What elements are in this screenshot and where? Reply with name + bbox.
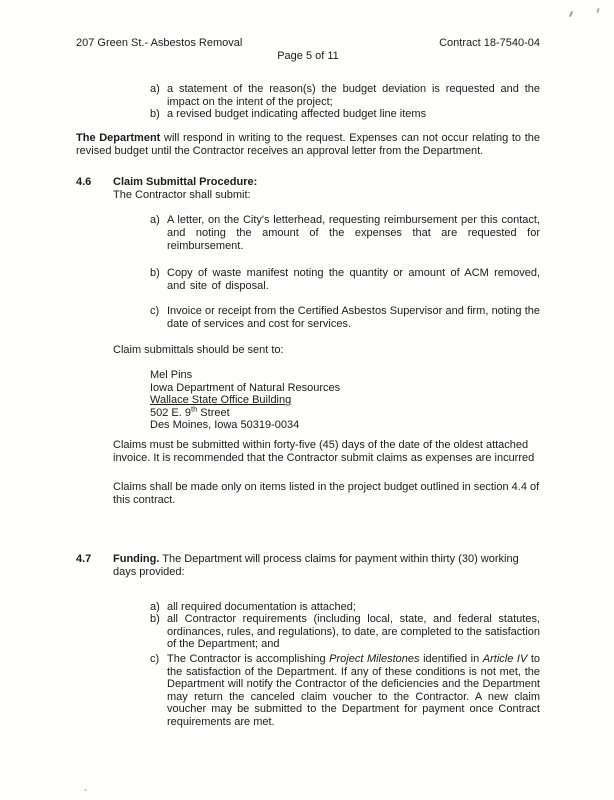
section-number: 4.7 [76,553,92,566]
address-org: Iowa Department of Natural Resources [150,381,341,394]
intro-list [76,83,540,121]
page-number: Page 5 of 11 [277,49,339,62]
list-item-label: b) [150,613,160,626]
list-item-label: c) [150,305,160,318]
paragraph-department-response [76,132,540,157]
section-intro-line: The Department will process claims for payment within thirty (30) working days provided: [113,553,519,579]
address-name: Mel Pins [150,369,193,382]
address-block [150,369,540,432]
paragraph-bold-lead: The Department [76,131,161,144]
section-title: Funding. [113,553,160,566]
list-item-label: c) [150,653,160,665]
address-street-number: 502 E. 9 [150,406,191,419]
paragraph-claims-deadline: Claims must be submitted within forty-five (45) days of the date of the oldest attached invoice. It is recommended that the Contractor submit claims as expenses are incurred [113,439,535,464]
paragraph-claims-budget: Claims shall be made only on items listed in the project budget outlined in section 4.4 of this contract. [113,481,540,506]
list-item-text: Copy of waste manifest noting the quantity or amount of ACM removed, and site of disposal. [167,267,540,292]
list-item [150,653,540,729]
address-building: Wallace State Office Building [150,394,292,407]
list-item-text: a statement of the reason(s) the budget deviation is requested and the impact on the intent of the project; [167,83,540,108]
list-item [150,267,540,292]
list-item [150,83,540,108]
address-street-ordinal: th [190,404,198,414]
list-item-label: a) [150,83,160,96]
list-item [150,214,540,252]
section-intro-line: The Contractor shall submit: [113,188,251,201]
address-street-name: Street [197,406,230,419]
section-header-body [113,176,257,201]
list-item-label: a) [150,214,160,227]
list-item [150,108,540,121]
header-project-title: 207 Green St.- Asbestos Removal [76,37,243,49]
section-title: Claim Submittal Procedure: [113,176,258,189]
item-text-italic: Article IV [482,653,528,665]
list-item-text: A letter, on the City's letterhead, requesting reimbursement per this contact, and noting the amount of the expenses that are requested for reimbursement. [167,214,540,252]
list-item-text: a revised budget indicating affected budget line items [167,108,427,121]
list-item-label: a) [150,600,160,613]
section-4-7-list [76,601,540,729]
list-item-text: all Contractor requirements (including local, state, and federal statutes, ordinances, rules, and regulations), to date, are completed to the satisfaction of the Department; and [167,613,540,651]
section-number: 4.6 [76,176,92,189]
item-text-segment: The Contractor is accomplishing [167,653,330,665]
list-item-label: b) [150,267,160,280]
header-contract-number: Contract 18-7540-04 [439,37,540,49]
item-text-segment: identified in [419,653,483,665]
paragraph-text: will respond in writing to the request. Expenses can not occur relating to the revised budget until the Contractor receives an approval letter from the Department. [76,131,540,157]
sent-to-label: Claim submittals should be sent to: [113,343,284,356]
scan-artifact-mark [84,789,87,791]
document-header [76,37,540,50]
list-item-text: Invoice or receipt from the Certified Asbestos Supervisor and firm, noting the date of services and cost for services. [167,305,540,330]
list-item [150,601,540,614]
address-city-zip: Des Moines, Iowa 50319-0034 [150,419,300,432]
list-item-label: b) [150,108,160,121]
section-header-body [113,553,525,578]
section-4-6-list [76,214,540,330]
list-item-text: all required documentation is attached; [167,600,356,613]
list-item [150,613,540,651]
list-item [150,305,540,330]
section-4-6-header [76,176,540,201]
list-item-text [167,653,540,729]
item-text-italic: Project Milestones [329,653,420,665]
section-4-7-header [76,553,540,578]
item-text-segment: to the satisfaction of the Department. If any of these conditions is not met, the Department will notify the Contractor of the deficiencies and the Department may return the canceled claim voucher to the Contractor. A new claim voucher may be submitted to the Department for payment once Contract requirements are met. [167,653,541,728]
address-street [150,404,540,420]
